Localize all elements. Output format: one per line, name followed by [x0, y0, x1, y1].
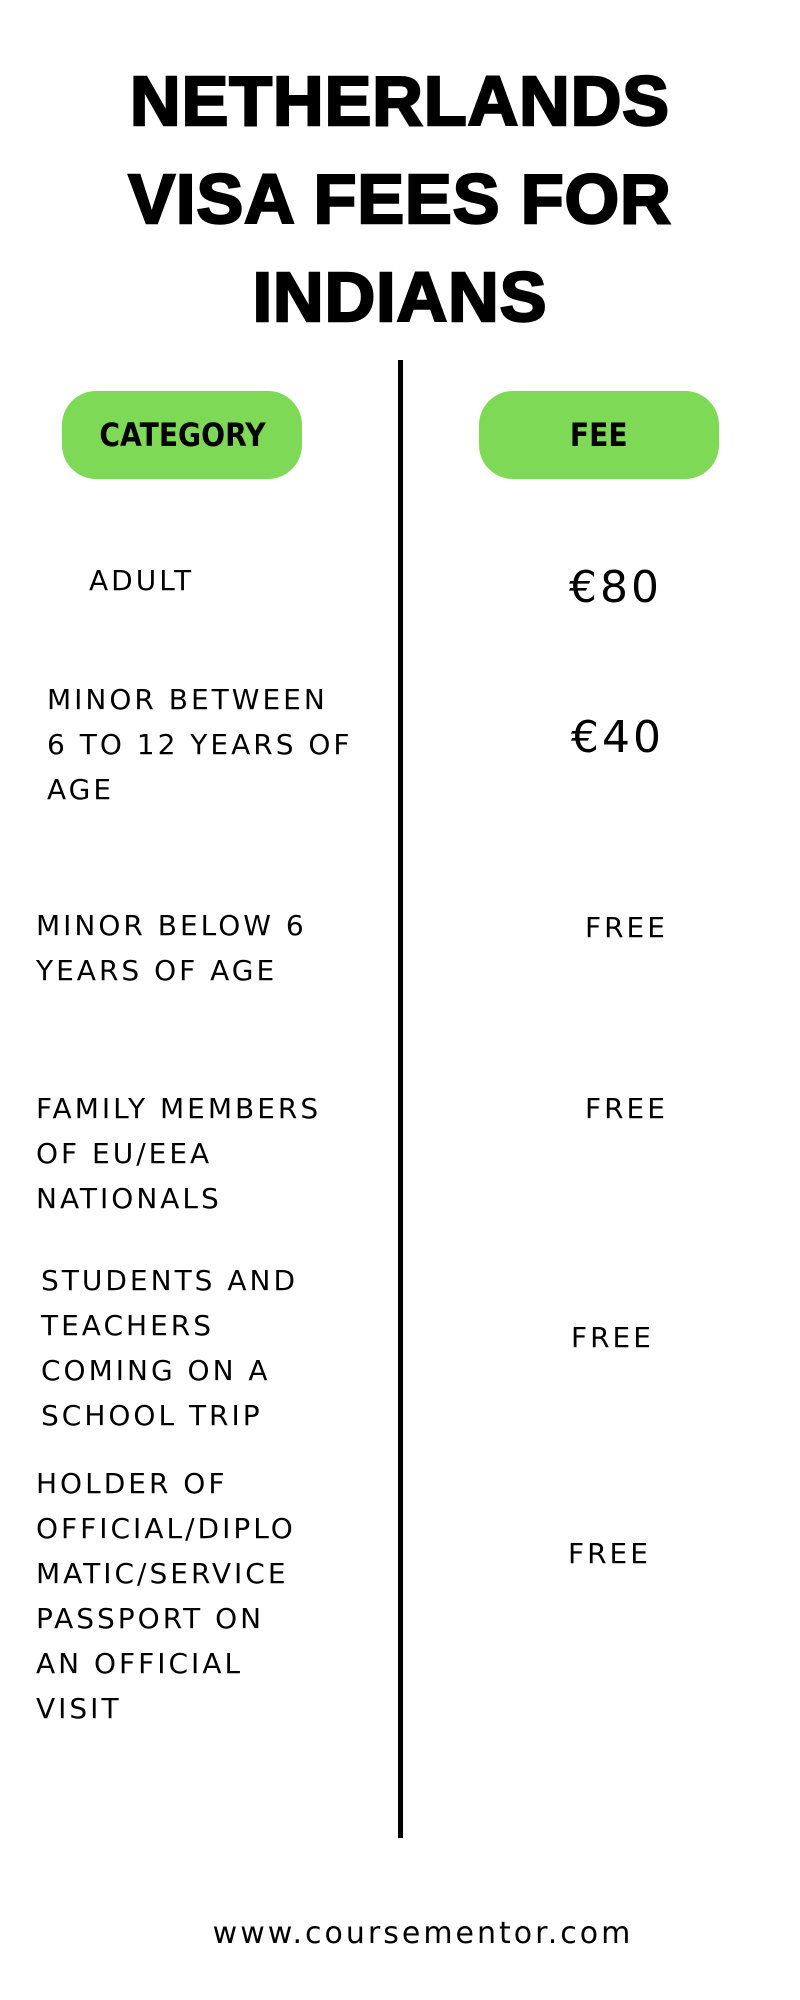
category-line: MATIC/SERVICE	[36, 1557, 289, 1590]
category-header-pill	[62, 391, 302, 479]
category-line: TEACHERS	[41, 1309, 214, 1342]
category-line: 6 TO 12 YEARS OF	[47, 728, 353, 761]
category-cell	[36, 903, 307, 993]
category-line: VISIT	[36, 1692, 122, 1725]
category-cell	[36, 1461, 296, 1731]
fee-header-label: FEE	[570, 416, 628, 454]
category-line: AN OFFICIAL	[36, 1647, 244, 1680]
category-line: OF EU/EEA	[36, 1137, 213, 1170]
fee-header-pill	[479, 391, 719, 479]
title-line: VISA FEES FOR	[128, 160, 672, 238]
category-line: STUDENTS AND	[41, 1264, 299, 1297]
category-line: YEARS OF AGE	[36, 954, 278, 987]
fee-cell: FREE	[571, 1321, 654, 1354]
page-title	[0, 52, 800, 346]
category-line: PASSPORT ON	[36, 1602, 265, 1635]
title-line: NETHERLANDS	[130, 62, 670, 140]
title-line: INDIANS	[252, 258, 548, 336]
category-cell	[36, 1086, 321, 1221]
category-line: NATIONALS	[36, 1182, 222, 1215]
category-line: MINOR BETWEEN	[47, 683, 328, 716]
category-cell	[47, 677, 353, 812]
category-line: AGE	[47, 773, 115, 806]
fee-cell: €40	[571, 712, 664, 763]
category-line: OFFICIAL/DIPLO	[36, 1512, 296, 1545]
fee-cell: FREE	[585, 911, 668, 944]
category-line: HOLDER OF	[36, 1467, 228, 1500]
fee-cell: FREE	[585, 1092, 668, 1125]
fee-cell: €80	[569, 562, 662, 613]
category-line: COMING ON A	[41, 1354, 271, 1387]
category-line: SCHOOL TRIP	[41, 1399, 263, 1432]
website-link[interactable]: www.coursementor.com	[212, 1916, 634, 1951]
category-line: FAMILY MEMBERS	[36, 1092, 322, 1125]
category-cell	[41, 1258, 298, 1438]
category-cell	[89, 558, 194, 603]
fee-cell: FREE	[568, 1537, 651, 1570]
column-divider	[398, 360, 403, 1838]
category-header-label: CATEGORY	[98, 416, 266, 454]
category-line: MINOR BELOW 6	[36, 909, 307, 942]
category-line: ADULT	[89, 564, 195, 597]
